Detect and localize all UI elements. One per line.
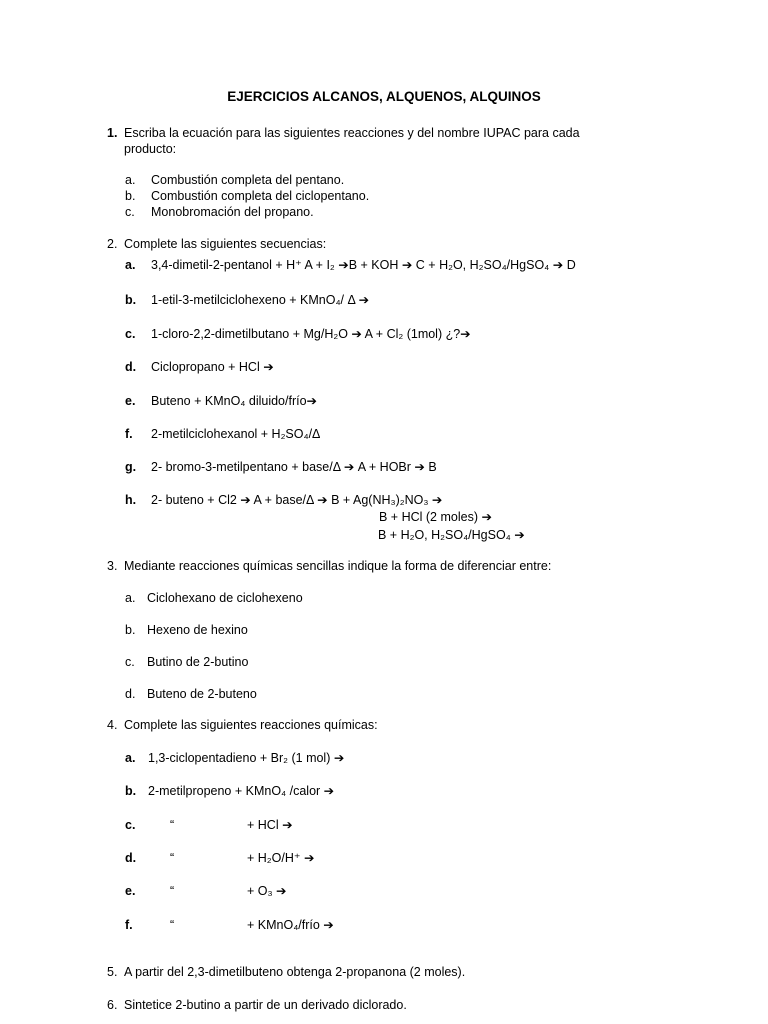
q1-text-line1: Escriba la ecuación para las siguientes reacciones y del nombre IUPAC para cada bbox=[124, 126, 580, 140]
q3-item-d-text: Buteno de 2-buteno bbox=[147, 687, 257, 701]
q4-item-c-ditto: “ bbox=[170, 818, 175, 832]
q3-text: Mediante reacciones químicas sencillas indique la forma de diferenciar entre: bbox=[124, 559, 552, 573]
q1-item-a-label: a. bbox=[125, 173, 136, 187]
q1-item-c-text: Monobromación del propano. bbox=[151, 205, 314, 219]
q2-item-d-text: Ciclopropano + HCl ➔ bbox=[151, 360, 274, 374]
q4-item-f-ditto: “ bbox=[170, 918, 175, 932]
q4-item-e-ditto: “ bbox=[170, 884, 175, 898]
q2-item-g-label: g. bbox=[125, 460, 137, 474]
q2-item-b-label: b. bbox=[125, 293, 137, 307]
q4-item-e-label: e. bbox=[125, 884, 136, 898]
q2-item-e-text: Buteno + KMnO₄ diluido/frío➔ bbox=[151, 394, 318, 408]
q1-number: 1. bbox=[107, 126, 118, 140]
q3-item-a-label: a. bbox=[125, 591, 136, 605]
q2-item-f-text: 2-metilciclohexanol + H₂SO₄/Δ bbox=[151, 427, 321, 441]
page-title: EJERCICIOS ALCANOS, ALQUENOS, ALQUINOS bbox=[227, 89, 541, 104]
q4-item-a-text: 1,3-ciclopentadieno + Br₂ (1 mol) ➔ bbox=[148, 751, 345, 765]
q6-number: 6. bbox=[107, 998, 118, 1012]
q4-number: 4. bbox=[107, 718, 118, 732]
q2-number: 2. bbox=[107, 237, 118, 251]
q2-item-a-text: 3,4-dimetil-2-pentanol + H⁺ A + I₂ ➔B + KOH ➔ C + H₂O, H₂SO₄/HgSO₄ ➔ D bbox=[151, 258, 576, 272]
q4-item-f-reagent: + KMnO₄/frío ➔ bbox=[247, 918, 334, 932]
q2-item-d-label: d. bbox=[125, 360, 137, 374]
q4-item-c-label: c. bbox=[125, 818, 136, 832]
q4-item-d-ditto: “ bbox=[170, 851, 175, 865]
q2-text: Complete las siguientes secuencias: bbox=[124, 237, 327, 251]
q2-item-a-label: a. bbox=[125, 258, 136, 272]
q3-item-b-text: Hexeno de hexino bbox=[147, 623, 248, 637]
q4-item-b-text: 2-metilpropeno + KMnO₄ /calor ➔ bbox=[148, 784, 335, 798]
q2-item-b-text: 1-etil-3-metilciclohexeno + KMnO₄/ Δ ➔ bbox=[151, 293, 370, 307]
q2-item-f-label: f. bbox=[125, 427, 133, 441]
q1-text-line2: producto: bbox=[124, 142, 177, 156]
q4-item-b-label: b. bbox=[125, 784, 137, 798]
q2-item-h-label: h. bbox=[125, 493, 137, 507]
q6-text: Sintetice 2-butino a partir de un derivado diclorado. bbox=[124, 998, 407, 1012]
q4-item-a-label: a. bbox=[125, 751, 136, 765]
q1-item-c-label: c. bbox=[125, 205, 135, 219]
q3-item-b-label: b. bbox=[125, 623, 136, 637]
q2-item-g-text: 2- bromo-3-metilpentano + base/Δ ➔ A + HOBr ➔ B bbox=[151, 460, 437, 474]
q3-number: 3. bbox=[107, 559, 118, 573]
q3-item-d-label: d. bbox=[125, 687, 136, 701]
q1-item-a-text: Combustión completa del pentano. bbox=[151, 173, 345, 187]
q4-item-f-label: f. bbox=[125, 918, 133, 932]
q3-item-c-text: Butino de 2-butino bbox=[147, 655, 249, 669]
q1-item-b-text: Combustión completa del ciclopentano. bbox=[151, 189, 370, 203]
q3-item-a-text: Ciclohexano de ciclohexeno bbox=[147, 591, 303, 605]
q2-item-h-text: 2- buteno + Cl2 ➔ A + base/Δ ➔ B + Ag(NH₃)₂NO₃ ➔ bbox=[151, 493, 443, 507]
q4-item-d-label: d. bbox=[125, 851, 137, 865]
q4-item-d-reagent: + H₂O/H⁺ ➔ bbox=[247, 851, 315, 865]
q4-item-e-reagent: + O₃ ➔ bbox=[247, 884, 287, 898]
q3-item-c-label: c. bbox=[125, 655, 135, 669]
q1-item-b-label: b. bbox=[125, 189, 136, 203]
q5-text: A partir del 2,3-dimetilbuteno obtenga 2-propanona (2 moles). bbox=[124, 965, 466, 979]
q4-item-c-reagent: + HCl ➔ bbox=[247, 818, 293, 832]
q2-item-c-label: c. bbox=[125, 327, 136, 341]
q2-item-e-label: e. bbox=[125, 394, 136, 408]
q5-number: 5. bbox=[107, 965, 118, 979]
q2-item-c-text: 1-cloro-2,2-dimetilbutano + Mg/H₂O ➔ A + Cl₂ (1mol) ¿?➔ bbox=[151, 327, 471, 341]
q2-item-h-continuation-2: B + H₂O, H₂SO₄/HgSO₄ ➔ bbox=[378, 528, 525, 542]
q4-text: Complete las siguientes reacciones químicas: bbox=[124, 718, 378, 732]
q2-item-h-continuation-1: B + HCl (2 moles) ➔ bbox=[379, 510, 492, 524]
